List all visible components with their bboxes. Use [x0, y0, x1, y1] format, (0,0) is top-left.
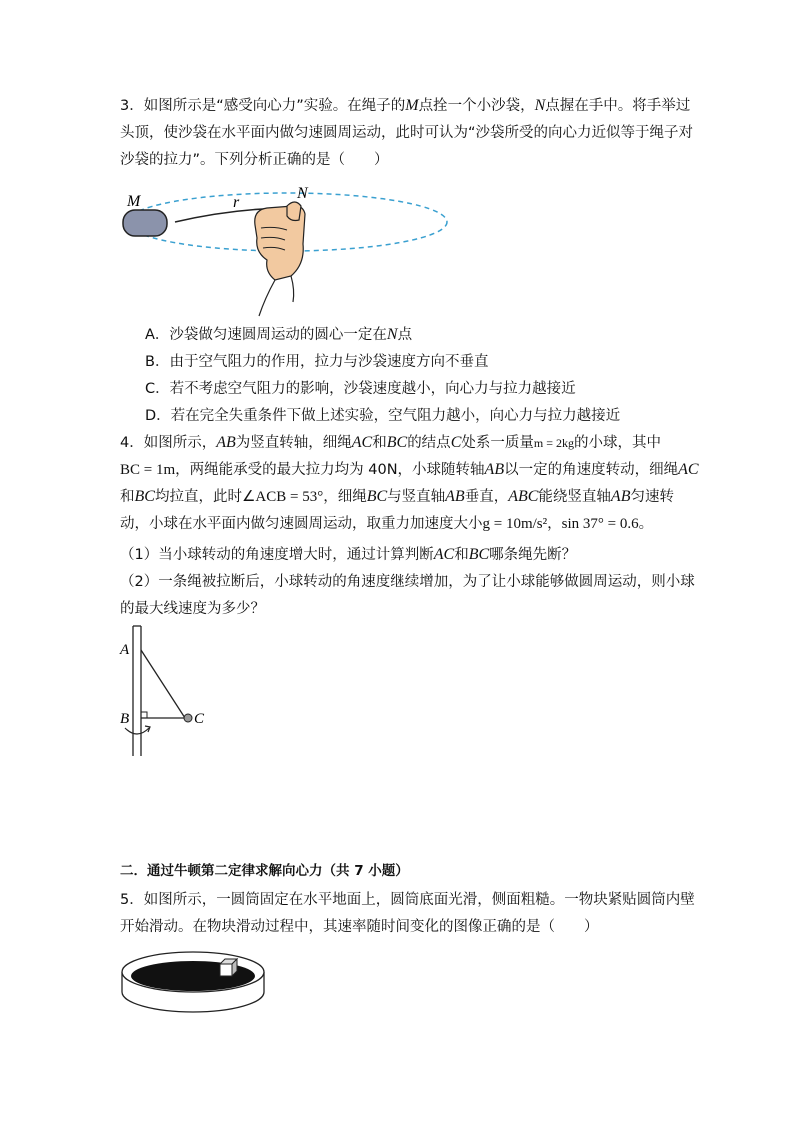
q3-option-b[interactable]: B．由于空气阻力的作用，拉力与沙袋速度方向不垂直	[145, 354, 489, 370]
q3-line-1: 3．如图所示是“感受向心力”实验。在绳子的M点拴一个小沙袋，N点握在手中。将手举过	[120, 97, 691, 114]
q4-line-2: BC = 1m，两绳能承受的最大拉力均为 40N，小球随转轴AB以一定的角速度转动，细绳AC	[120, 461, 699, 478]
rotating-axis-figure	[115, 622, 225, 762]
q3-line-3: 沙袋的拉力”。下列分析正确的是（ ）	[120, 152, 389, 168]
q3-option-d[interactable]: D．若在完全失重条件下做上述实验，空气阻力越小，向心力与拉力越接近	[145, 408, 621, 424]
mass-value: m = 2kg	[533, 436, 574, 450]
sandbag-rope-figure	[115, 180, 455, 320]
block-icon	[220, 959, 237, 976]
cylinder-figure	[118, 948, 268, 1023]
right-angle-mark	[141, 712, 147, 718]
gravity-value: g = 10m/s²	[482, 516, 548, 532]
q4-sub-2-cont: 的最大线速度为多少？	[120, 601, 265, 617]
label-r: r	[233, 194, 240, 211]
label-M: M	[127, 193, 141, 210]
q3-line-2: 头顶，使沙袋在水平面内做匀速圆周运动，此时可认为“沙袋所受的向心力近似等于绳子对	[120, 125, 694, 141]
q5-line-2: 开始滑动。在物块滑动过程中，其速率随时间变化的图像正确的是（ ）	[120, 919, 599, 935]
label-B: B	[120, 711, 130, 727]
label-N: N	[297, 185, 308, 202]
sandbag	[123, 210, 167, 236]
rope-AC	[141, 650, 185, 718]
q4-line-4: 动，小球在水平面内做匀速圆周运动，取重力加速度大小g = 10m/s²，sin 37° = 0.6。	[120, 516, 654, 532]
rotation-arrow-icon	[125, 728, 149, 734]
label-A: A	[120, 642, 130, 658]
bc-length: BC = 1m	[120, 462, 176, 478]
hand-icon	[255, 202, 305, 316]
angle-value: ∠ACB = 53°	[241, 489, 324, 505]
q3-option-a[interactable]: A．沙袋做匀速圆周运动的圆心一定在N点	[145, 326, 413, 343]
ball	[184, 714, 192, 722]
q4-sub-1: （1）当小球转动的角速度增大时，通过计算判断AC和BC哪条绳先断？	[120, 546, 577, 563]
q4-line-3: 和BC均拉直，此时∠ACB = 53°，细绳BC与竖直轴AB垂直，ABC能绕竖直轴AB匀速转	[120, 488, 674, 505]
sine-value: sin 37° = 0.6	[561, 516, 639, 532]
label-C: C	[194, 711, 205, 727]
point-M: M	[405, 97, 419, 114]
q4-sub-2: （2）一条绳被拉断后，小球转动的角速度继续增加，为了让小球能够做圆周运动，则小球	[120, 574, 695, 590]
q4-line-1: 4．如图所示，AB为竖直转轴，细绳AC和BC的结点C处系一质量m = 2kg的小球，其中	[120, 434, 661, 451]
q5-line-1: 5．如图所示，一圆筒固定在水平地面上，圆筒底面光滑，侧面粗糙。一物块紧贴圆筒内壁	[120, 892, 695, 908]
point-N: N	[534, 97, 546, 114]
section-2-title: 二．通过牛顿第二定律求解向心力（共 7 小题）	[120, 863, 409, 879]
q3-option-c[interactable]: C．若不考虑空气阻力的影响，沙袋速度越小，向心力与拉力越接近	[145, 381, 576, 397]
